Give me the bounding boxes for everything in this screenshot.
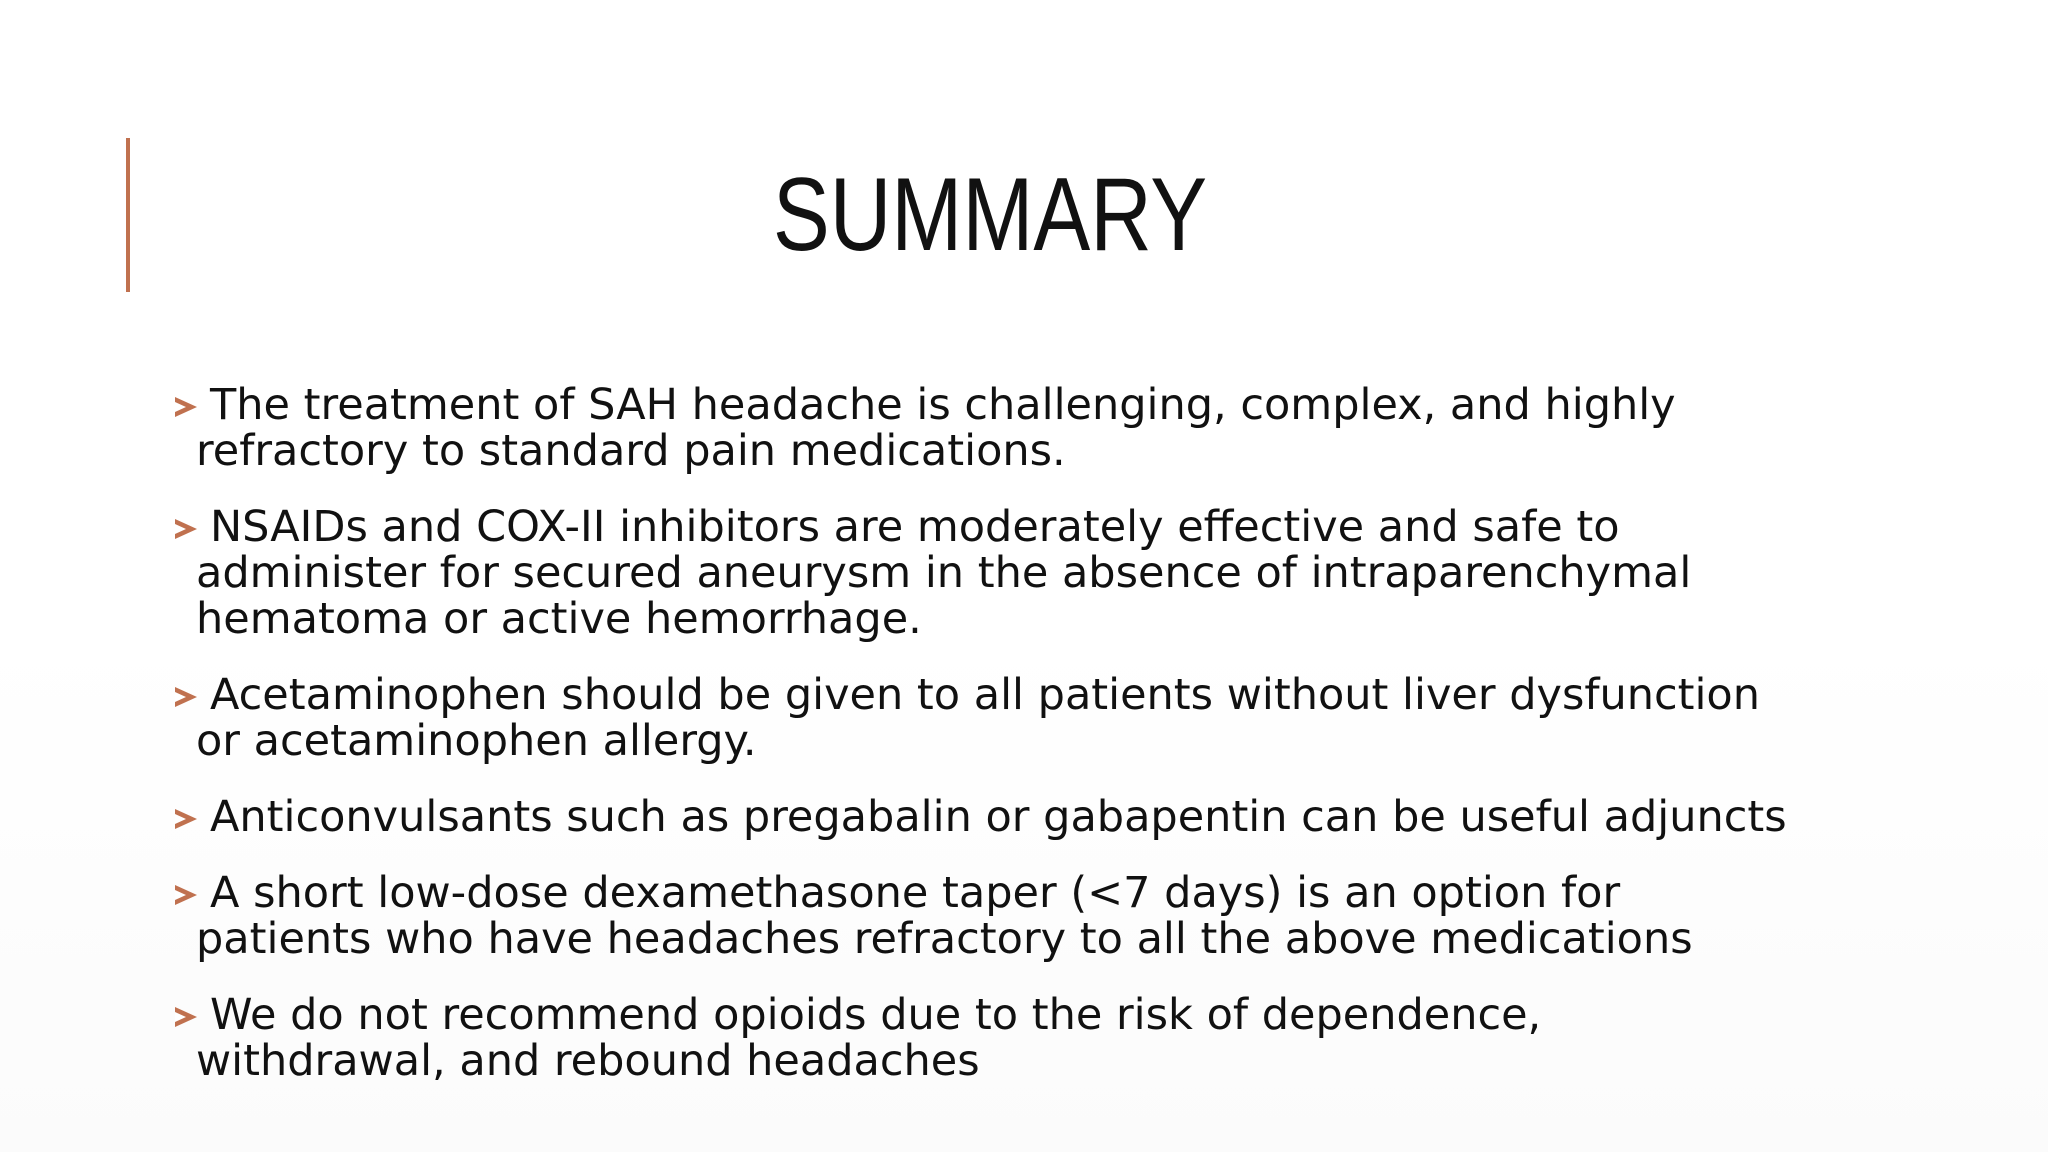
bullet-text: We do not recommend opioids due to the risk of dependence, withdrawal, and rebound headaches	[196, 990, 1542, 1086]
bullet-item	[180, 382, 1800, 474]
arrow-bullet-icon	[175, 809, 197, 829]
slide-title: SUMMARY	[772, 157, 1208, 273]
bullet-text: A short low-dose dexamethasone taper (<7 days) is an option for patients who have headaches refractory to all the above medications	[196, 868, 1693, 964]
arrow-bullet-icon	[175, 885, 197, 905]
accent-bar	[126, 138, 130, 292]
bullet-item	[180, 794, 1800, 840]
bullet-list	[180, 382, 1800, 1114]
bullet-item	[180, 870, 1800, 962]
bullet-item	[180, 992, 1800, 1084]
bullet-text: NSAIDs and COX-II inhibitors are moderately effective and safe to administer for secured aneurysm in the absence of intraparenchymal hematoma or active hemorrhage.	[196, 502, 1692, 644]
bullet-text: Acetaminophen should be given to all patients without liver dysfunction or acetaminophen allergy.	[196, 670, 1760, 766]
bullet-text: The treatment of SAH headache is challenging, complex, and highly refractory to standard pain medications.	[196, 380, 1676, 476]
arrow-bullet-icon	[175, 687, 197, 707]
arrow-bullet-icon	[175, 519, 197, 539]
arrow-bullet-icon	[175, 397, 197, 417]
bullet-text: Anticonvulsants such as pregabalin or gabapentin can be useful adjuncts	[210, 792, 1787, 842]
bullet-item	[180, 672, 1800, 764]
arrow-bullet-icon	[175, 1007, 197, 1027]
bullet-item	[180, 504, 1800, 642]
